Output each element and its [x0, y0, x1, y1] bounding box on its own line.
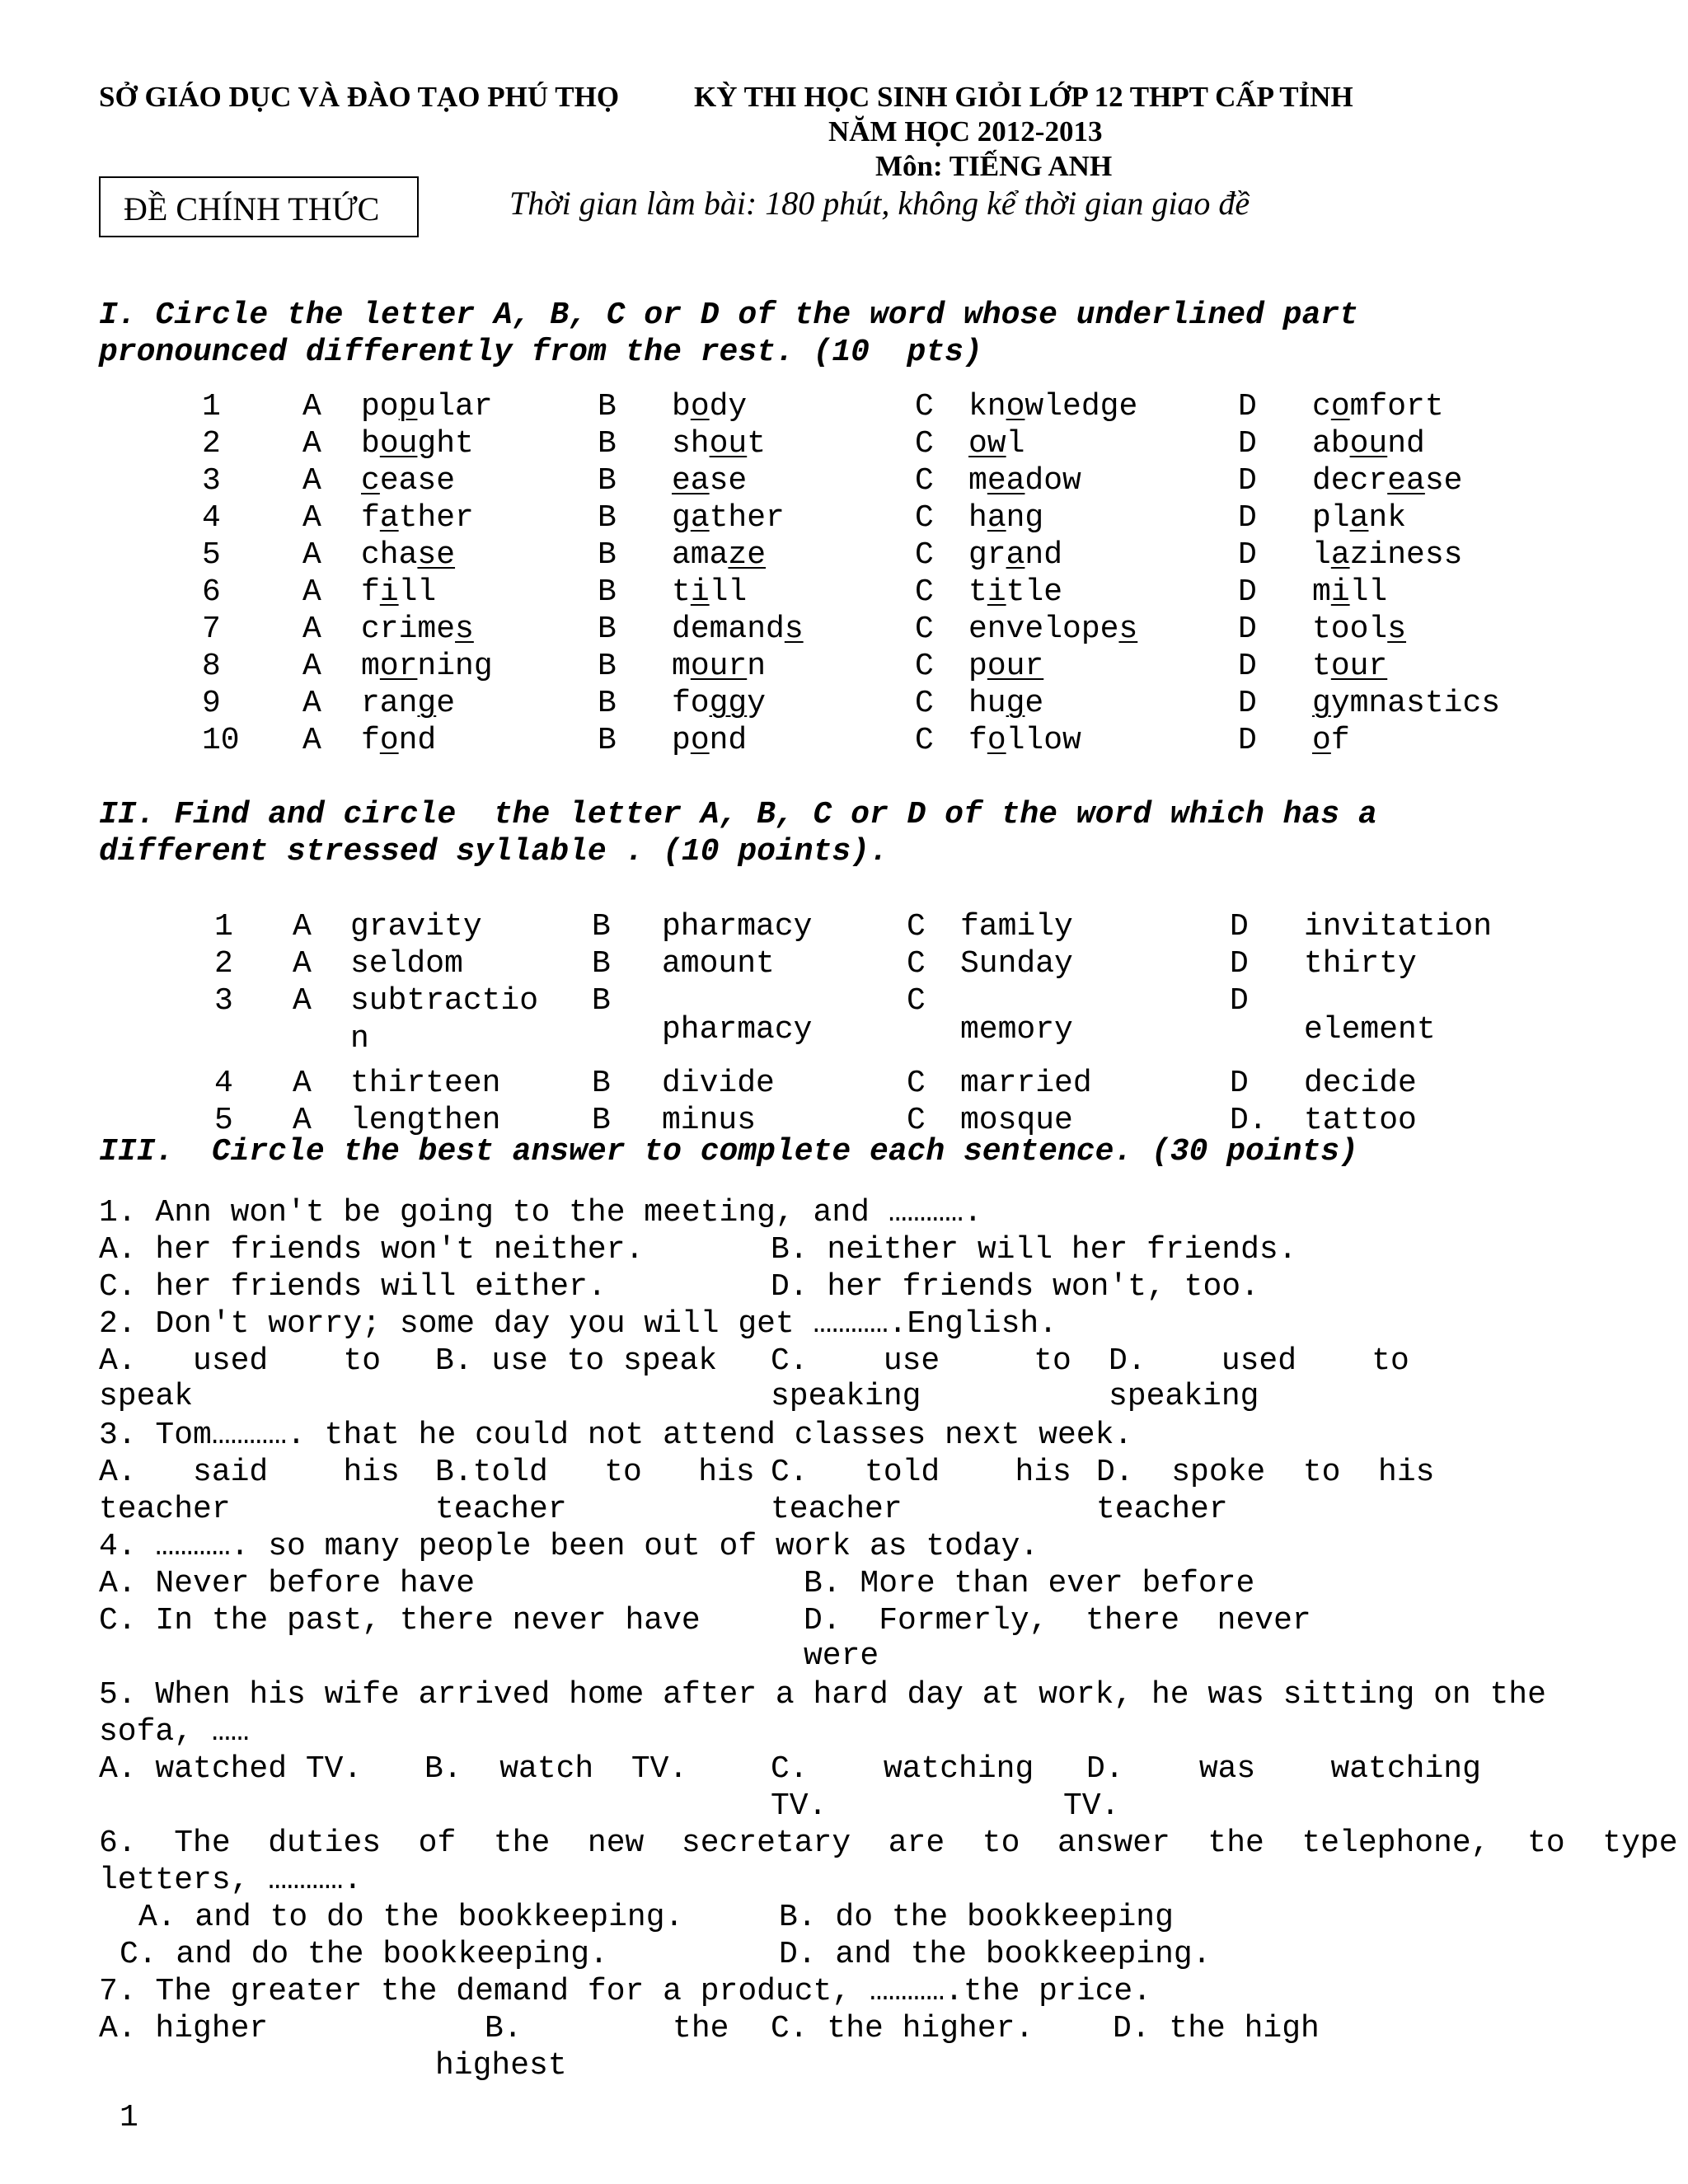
stress-row — [0, 909, 1688, 945]
option-letter: D — [1230, 909, 1249, 944]
underlined-part: a — [1349, 500, 1369, 536]
q4-option-c: C. In the past, there never have — [99, 1603, 701, 1638]
q4-option-a: A. Never before have — [99, 1566, 476, 1601]
option-word: seldom — [350, 946, 463, 982]
pronunciation-row — [0, 723, 1688, 759]
option-word: amaze — [672, 537, 767, 573]
q5-option-d-cont: TV. — [1063, 1788, 1120, 1824]
underlined-part: o — [987, 723, 1006, 758]
option-letter: C — [915, 426, 934, 462]
option-word: of — [1312, 723, 1350, 758]
option-letter: A — [302, 649, 321, 684]
option-word: tattoo — [1304, 1103, 1417, 1138]
underlined-part: a — [1006, 537, 1025, 573]
q7-option-b-cont: highest — [435, 2048, 567, 2083]
option-word: invitation — [1304, 909, 1493, 944]
q2-option-a-cont: speak — [99, 1379, 194, 1414]
item-number: 4 — [214, 1066, 233, 1101]
underlined-part: a — [987, 500, 1006, 536]
item-number: 5 — [214, 1103, 233, 1138]
underlined-part: i — [379, 574, 399, 610]
item-number: 8 — [202, 649, 221, 684]
option-letter: D — [1238, 612, 1257, 647]
option-letter: C — [915, 686, 934, 721]
option-letter: C — [907, 983, 926, 1019]
option-word: subtractio — [350, 983, 539, 1019]
underlined-part: i — [987, 574, 1006, 610]
pronunciation-row — [0, 537, 1688, 574]
department-name: SỞ GIÁO DỤC VÀ ĐÀO TẠO PHÚ THỌ — [99, 81, 620, 113]
option-word: popular — [361, 389, 493, 424]
option-word: amount — [662, 946, 775, 982]
option-letter: C — [915, 723, 934, 758]
time-note: Thời gian làm bài: 180 phút, không kể thời gian giao đề — [509, 185, 1250, 222]
option-word: plank — [1312, 500, 1407, 536]
underlined-part: ou — [379, 426, 418, 462]
option-letter: C — [915, 612, 934, 647]
section1-title-line1: I. Circle the letter A, B, C or D of the word whose underlined part — [99, 298, 1358, 333]
underlined-part: ze — [728, 537, 767, 573]
option-letter: A — [293, 1066, 312, 1101]
option-word: Sunday — [960, 946, 1073, 982]
item-number: 3 — [202, 463, 221, 499]
q4-option-b: B. More than ever before — [804, 1566, 1255, 1601]
option-word: ease — [672, 463, 748, 499]
option-letter: A — [293, 909, 312, 944]
q5-option-c: C. watching — [771, 1751, 1034, 1787]
option-word: till — [672, 574, 748, 610]
option-word: thirteen — [350, 1066, 501, 1101]
section2-title-line2: different stressed syllable . (10 points). — [99, 834, 889, 869]
option-letter: C — [907, 909, 926, 944]
option-letter: A — [302, 723, 321, 758]
item-number: 3 — [214, 983, 233, 1019]
option-word-cont: n — [350, 1021, 369, 1057]
q3-option-c: C. told his — [771, 1455, 1071, 1490]
q2-option-c-cont: speaking — [771, 1379, 921, 1414]
q2-option-d: D. used to — [1109, 1343, 1409, 1379]
option-word: married — [960, 1066, 1092, 1101]
option-word: knowledge — [968, 389, 1138, 424]
underlined-part: ea — [1387, 463, 1425, 499]
option-letter: D — [1238, 686, 1257, 721]
q3-option-c-cont: teacher — [771, 1492, 903, 1527]
option-word: laziness — [1312, 537, 1463, 573]
option-letter: A — [302, 537, 321, 573]
q2-option-b: B. use to speak — [435, 1343, 718, 1379]
option-word: pharmacy — [662, 909, 813, 944]
option-word: gravity — [350, 909, 482, 944]
question-6-cont: letters, …………. — [99, 1863, 363, 1898]
option-letter: C — [907, 946, 926, 982]
q6-option-b: B. do the bookkeeping — [779, 1900, 1174, 1935]
underlined-part: g — [417, 686, 437, 721]
option-word: abound — [1312, 426, 1425, 462]
option-letter: D — [1238, 463, 1257, 499]
option-letter: C — [915, 389, 934, 424]
option-letter: C — [915, 463, 934, 499]
option-letter: A — [302, 612, 321, 647]
underlined-part: ea — [672, 463, 710, 499]
item-number: 6 — [202, 574, 221, 610]
option-word: body — [672, 389, 748, 424]
question-5: 5. When his wife arrived home after a hard day at work, he was sitting on the — [99, 1677, 1546, 1713]
section1-title-line2: pronounced differently from the rest. (10 pts) — [99, 335, 982, 370]
question-4: 4. …………. so many people been out of work as today. — [99, 1529, 1039, 1564]
option-letter: C — [915, 500, 934, 536]
q7-option-d: D. the high — [1113, 2011, 1320, 2046]
item-number: 1 — [202, 389, 221, 424]
option-word: huge — [968, 686, 1044, 721]
pronunciation-row — [0, 649, 1688, 685]
option-word: lengthen — [350, 1103, 501, 1138]
underlined-part: o — [690, 389, 710, 424]
underlined-part: i — [1330, 574, 1350, 610]
underlined-part: g — [1312, 686, 1331, 721]
option-word: hang — [968, 500, 1044, 536]
underlined-part: s — [784, 612, 804, 647]
option-word: decrease — [1312, 463, 1463, 499]
option-letter: C — [915, 574, 934, 610]
option-letter: A — [302, 463, 321, 499]
underlined-part: a — [690, 500, 710, 536]
option-word: morning — [361, 649, 493, 684]
question-1: 1. Ann won't be going to the meeting, and …………. — [99, 1195, 982, 1230]
underlined-part: s — [455, 612, 474, 647]
underlined-part: a — [1330, 537, 1350, 573]
item-number: 2 — [202, 426, 221, 462]
item-number: 10 — [202, 723, 240, 758]
option-word: meadow — [968, 463, 1081, 499]
option-letter: B — [598, 500, 617, 536]
underlined-part: g — [1006, 686, 1025, 721]
item-number: 9 — [202, 686, 221, 721]
option-letter: A — [302, 500, 321, 536]
option-letter: B — [598, 686, 617, 721]
option-letter: D — [1238, 723, 1257, 758]
option-word: memory — [960, 1012, 1073, 1048]
option-word: element — [1304, 1012, 1436, 1048]
pronunciation-row — [0, 500, 1688, 537]
option-letter: D — [1238, 574, 1257, 610]
option-word: gymnastics — [1312, 686, 1501, 721]
question-6: 6. The duties of the new secretary are to answer the telephone, to type — [99, 1825, 1678, 1861]
q2-option-c: C. use to — [771, 1343, 1071, 1379]
option-letter: B — [598, 649, 617, 684]
pronunciation-row — [0, 463, 1688, 499]
q7-option-c: C. the higher. — [771, 2011, 1034, 2046]
question-2: 2. Don't worry; some day you will get ………….English. — [99, 1306, 1057, 1342]
underlined-part: c — [361, 463, 380, 499]
q6-option-d: D. and the bookkeeping. — [779, 1937, 1212, 1972]
option-letter: B — [598, 574, 617, 610]
option-letter: A — [293, 1103, 312, 1138]
option-letter: C — [915, 649, 934, 684]
option-word: mourn — [672, 649, 767, 684]
option-letter: A — [302, 389, 321, 424]
option-letter: C — [907, 1103, 926, 1138]
option-letter: A — [293, 946, 312, 982]
item-number: 1 — [214, 909, 233, 944]
option-word: mill — [1312, 574, 1388, 610]
underlined-part: ea — [987, 463, 1025, 499]
question-7: 7. The greater the demand for a product, ………….the price. — [99, 1974, 1152, 2009]
option-letter: D. — [1230, 1103, 1268, 1138]
option-word: owl — [968, 426, 1025, 462]
option-letter: A — [302, 574, 321, 610]
option-word: demands — [672, 612, 804, 647]
pronunciation-row — [0, 686, 1688, 722]
option-word: fond — [361, 723, 437, 758]
q3-option-b-cont: teacher — [435, 1492, 567, 1527]
underlined-part: p — [398, 389, 418, 424]
option-letter: D — [1238, 537, 1257, 573]
option-letter: B — [598, 537, 617, 573]
option-word: comfort — [1312, 389, 1444, 424]
section3-title: III. Circle the best answer to complete each sentence. (30 points) — [99, 1134, 1358, 1169]
option-letter: B — [592, 946, 611, 982]
q3-option-b: B.told to his — [435, 1455, 755, 1490]
underlined-part: ou — [1349, 426, 1388, 462]
option-letter: B — [592, 1066, 611, 1101]
pronunciation-row — [0, 389, 1688, 425]
q3-option-d: D. spoke to his — [1096, 1455, 1435, 1490]
section2-title-line1: II. Find and circle the letter A, B, C or D of the word which has a — [99, 797, 1377, 832]
stress-row — [0, 1066, 1688, 1102]
option-word: shout — [672, 426, 767, 462]
question-3: 3. Tom…………. that he could not attend classes next week. — [99, 1418, 1133, 1453]
item-number: 5 — [202, 537, 221, 573]
option-word: tools — [1312, 612, 1407, 647]
option-word: chase — [361, 537, 456, 573]
q1-option-a: A. her friends won't neither. — [99, 1232, 645, 1268]
q3-option-a-cont: teacher — [99, 1492, 231, 1527]
option-letter: D — [1238, 389, 1257, 424]
underlined-part: o — [1312, 723, 1331, 758]
pronunciation-row — [0, 426, 1688, 462]
option-letter: A — [302, 426, 321, 462]
option-word: title — [968, 574, 1063, 610]
option-letter: B — [592, 909, 611, 944]
underlined-part: our — [690, 649, 748, 684]
q5-option-b: B. watch TV. — [424, 1751, 688, 1787]
option-word: decide — [1304, 1066, 1417, 1101]
underlined-part: s — [1118, 612, 1138, 647]
option-letter: B — [598, 723, 617, 758]
option-word: envelopes — [968, 612, 1138, 647]
option-word: minus — [662, 1103, 757, 1138]
q6-option-c: C. and do the bookkeeping. — [120, 1937, 608, 1972]
underlined-part: a — [379, 500, 399, 536]
official-label-box — [99, 176, 419, 237]
exam-title: KỲ THI HỌC SINH GIỎI LỚP 12 THPT CẤP TỈNH — [694, 81, 1353, 113]
option-word: foggy — [672, 686, 767, 721]
option-word: fill — [361, 574, 437, 610]
underlined-part: or — [379, 649, 418, 684]
option-word: crimes — [361, 612, 474, 647]
official-label: ĐỀ CHÍNH THỨC — [124, 190, 380, 227]
q5-option-c-cont: TV. — [771, 1788, 828, 1824]
option-letter: D — [1238, 500, 1257, 536]
question-5-cont: sofa, …… — [99, 1714, 250, 1750]
q4-option-d-cont: were — [804, 1638, 879, 1674]
underlined-part: ou — [709, 426, 748, 462]
underlined-part: o — [379, 723, 399, 758]
item-number: 2 — [214, 946, 233, 982]
subject: Môn: TIẾNG ANH — [875, 150, 1113, 182]
option-word: grand — [968, 537, 1063, 573]
q1-option-d: D. her friends won't, too. — [771, 1269, 1259, 1305]
option-letter: B — [598, 612, 617, 647]
q4-option-d: D. Formerly, there never — [804, 1603, 1311, 1638]
option-word: tour — [1312, 649, 1388, 684]
option-letter: D — [1238, 649, 1257, 684]
option-word: father — [361, 500, 474, 536]
item-number: 4 — [202, 500, 221, 536]
q2-option-a: A. used to — [99, 1343, 382, 1379]
q3-option-a: A. said his — [99, 1455, 400, 1490]
underlined-part: s — [1387, 612, 1407, 647]
option-letter: D — [1238, 426, 1257, 462]
q5-option-d: D. was watching — [1086, 1751, 1481, 1787]
item-number: 7 — [202, 612, 221, 647]
option-word: mosque — [960, 1103, 1073, 1138]
option-letter: A — [293, 983, 312, 1019]
q6-option-a: A. and to do the bookkeeping. — [138, 1900, 684, 1935]
underlined-part: gg — [709, 686, 748, 721]
stress-row — [0, 983, 1688, 1057]
pronunciation-row — [0, 612, 1688, 648]
underlined-part: i — [690, 574, 710, 610]
underlined-part: o — [1006, 389, 1025, 424]
option-word: follow — [968, 723, 1081, 758]
pronunciation-row — [0, 574, 1688, 611]
option-word: range — [361, 686, 456, 721]
option-letter: B — [592, 983, 611, 1019]
underlined-part: ow — [968, 426, 1006, 462]
option-word: cease — [361, 463, 456, 499]
option-letter: B — [598, 426, 617, 462]
underlined-part: o — [1330, 389, 1350, 424]
option-letter: A — [302, 686, 321, 721]
option-word: pond — [672, 723, 748, 758]
q1-option-b: B. neither will her friends. — [771, 1232, 1297, 1268]
underlined-part: se — [417, 537, 456, 573]
q1-option-c: C. her friends will either. — [99, 1269, 607, 1305]
stress-row — [0, 946, 1688, 982]
q7-option-a: A. higher — [99, 2011, 269, 2046]
option-letter: D — [1230, 1066, 1249, 1101]
option-letter: B — [598, 389, 617, 424]
q2-option-d-cont: speaking — [1109, 1379, 1259, 1414]
q7-option-b: B. the — [485, 2011, 729, 2046]
q5-option-a: A. watched TV. — [99, 1751, 363, 1787]
option-letter: B — [598, 463, 617, 499]
underlined-part: our — [987, 649, 1044, 684]
option-letter: C — [915, 537, 934, 573]
option-word: gather — [672, 500, 785, 536]
underlined-part: our — [1330, 649, 1388, 684]
option-letter: B — [592, 1103, 611, 1138]
option-letter: D — [1230, 946, 1249, 982]
option-letter: D — [1230, 983, 1249, 1019]
school-year: NĂM HỌC 2012-2013 — [828, 115, 1103, 148]
option-word: pour — [968, 649, 1044, 684]
option-word: thirty — [1304, 946, 1417, 982]
option-word: pharmacy — [662, 1012, 813, 1048]
option-word: family — [960, 909, 1073, 944]
page-number: 1 — [120, 2100, 138, 2135]
underlined-part: o — [690, 723, 710, 758]
option-word: bought — [361, 426, 474, 462]
option-letter: C — [907, 1066, 926, 1101]
q3-option-d-cont: teacher — [1096, 1492, 1228, 1527]
option-word: divide — [662, 1066, 775, 1101]
